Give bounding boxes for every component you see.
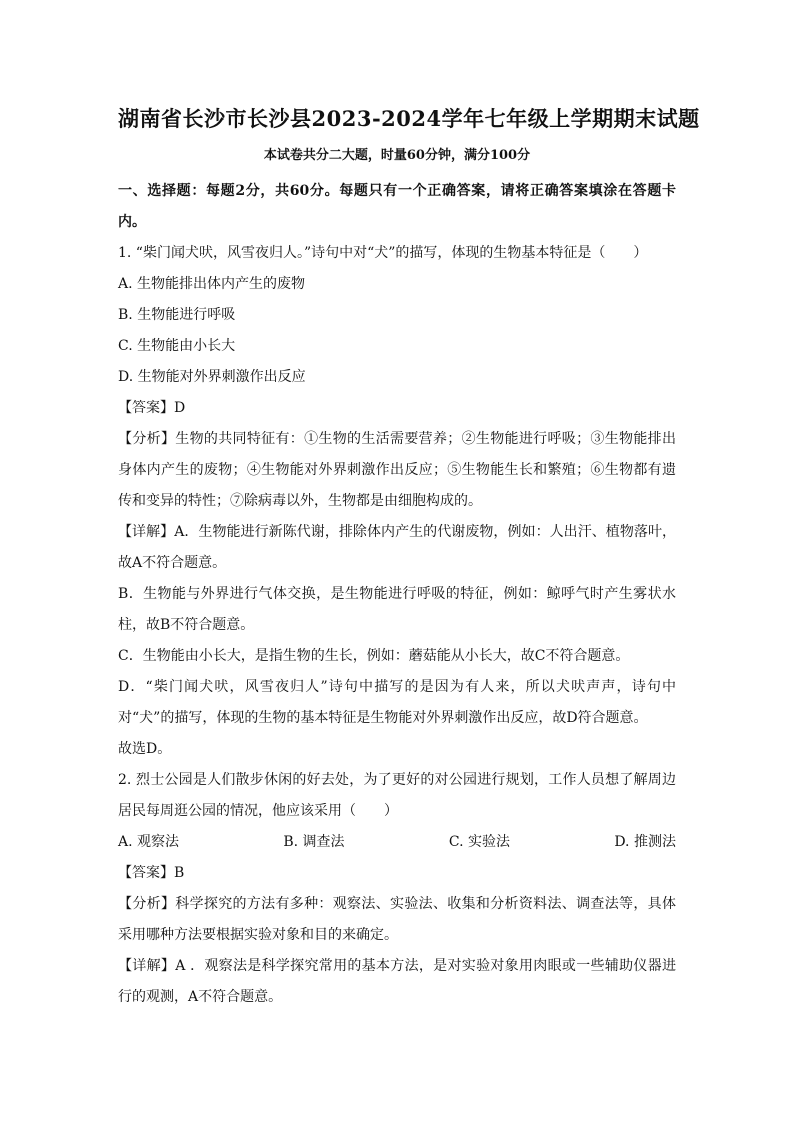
question-1-answer: 【答案】D — [118, 400, 186, 416]
page-title: 湖南省长沙市长沙县2023-2024学年七年级上学期期末试题 — [118, 106, 700, 131]
question-2-analysis: 【分析】科学探究的方法有多种：观察法、实验法、收集和分析资料法、调查法等，具体采用哪种方法要根据实验对象和目的来确定。 — [118, 896, 676, 943]
question-2-option-b: B. 调查法 — [283, 834, 345, 850]
question-1-option-a: A. 生物能排出体内产生的废物 — [118, 276, 306, 292]
question-2-option-d: D. 推测法 — [614, 834, 676, 850]
section-heading: 一、选择题：每题2分，共60分。每题只有一个正确答案，请将正确答案填涂在答题卡内。 — [118, 183, 676, 230]
question-1-detail-a: 【详解】A．生物能进行新陈代谢，排除体内产生的代谢废物，例如：人出汗、植物落叶，故A不符合题意。 — [118, 524, 676, 571]
question-1-conclusion: 故选D。 — [118, 741, 172, 757]
question-2-stem: 2. 烈士公园是人们散步休闲的好去处，为了更好的对公园进行规划，工作人员想了解周边居民每周逛公园的情况，他应该采用（ ） — [118, 772, 676, 819]
question-1-option-b: B. 生物能进行呼吸 — [118, 307, 236, 323]
question-1-option-c: C. 生物能由小长大 — [118, 338, 236, 354]
exam-info: 本试卷共分二大题，时量60分钟，满分100分 — [263, 148, 531, 163]
question-1-detail-d: D．“柴门闻犬吠，风雪夜归人”诗句中描写的是因为有人来，所以犬吠声声，诗句中对“犬”的描写，体现的生物的基本特征是生物能对外界刺激作出反应，故D符合题意。 — [118, 679, 676, 726]
question-1-detail-b: B．生物能与外界进行气体交换，是生物能进行呼吸的特征，例如：鲸呼气时产生雾状水柱，故B不符合题意。 — [118, 586, 676, 633]
question-1-analysis: 【分析】生物的共同特征有：①生物的生活需要营养；②生物能进行呼吸；③生物能排出身体内产生的废物；④生物能对外界刺激作出反应；⑤生物能生长和繁殖；⑥生物都有遗传和变异的特性；⑦除病毒以外，生物都是由细胞构成的。 — [118, 431, 676, 509]
question-2-option-a: A. 观察法 — [118, 834, 180, 850]
question-2-option-c: C. 实验法 — [448, 834, 510, 850]
question-2-detail-a: 【详解】A ．观察法是科学探究常用的基本方法，是对实验对象用肉眼或一些辅助仪器进行的观测，A不符合题意。 — [118, 958, 676, 1005]
question-1-option-d: D. 生物能对外界刺激作出反应 — [118, 369, 306, 385]
question-1-detail-c: C．生物能由小长大，是指生物的生长，例如：蘑菇能从小长大，故C不符合题意。 — [118, 648, 630, 664]
question-2-answer: 【答案】B — [118, 865, 185, 881]
question-2-options — [118, 827, 676, 858]
question-1-stem: 1. “柴门闻犬吠，风雪夜归人。”诗句中对“犬”的描写，体现的生物基本特征是（ ） — [118, 245, 648, 261]
